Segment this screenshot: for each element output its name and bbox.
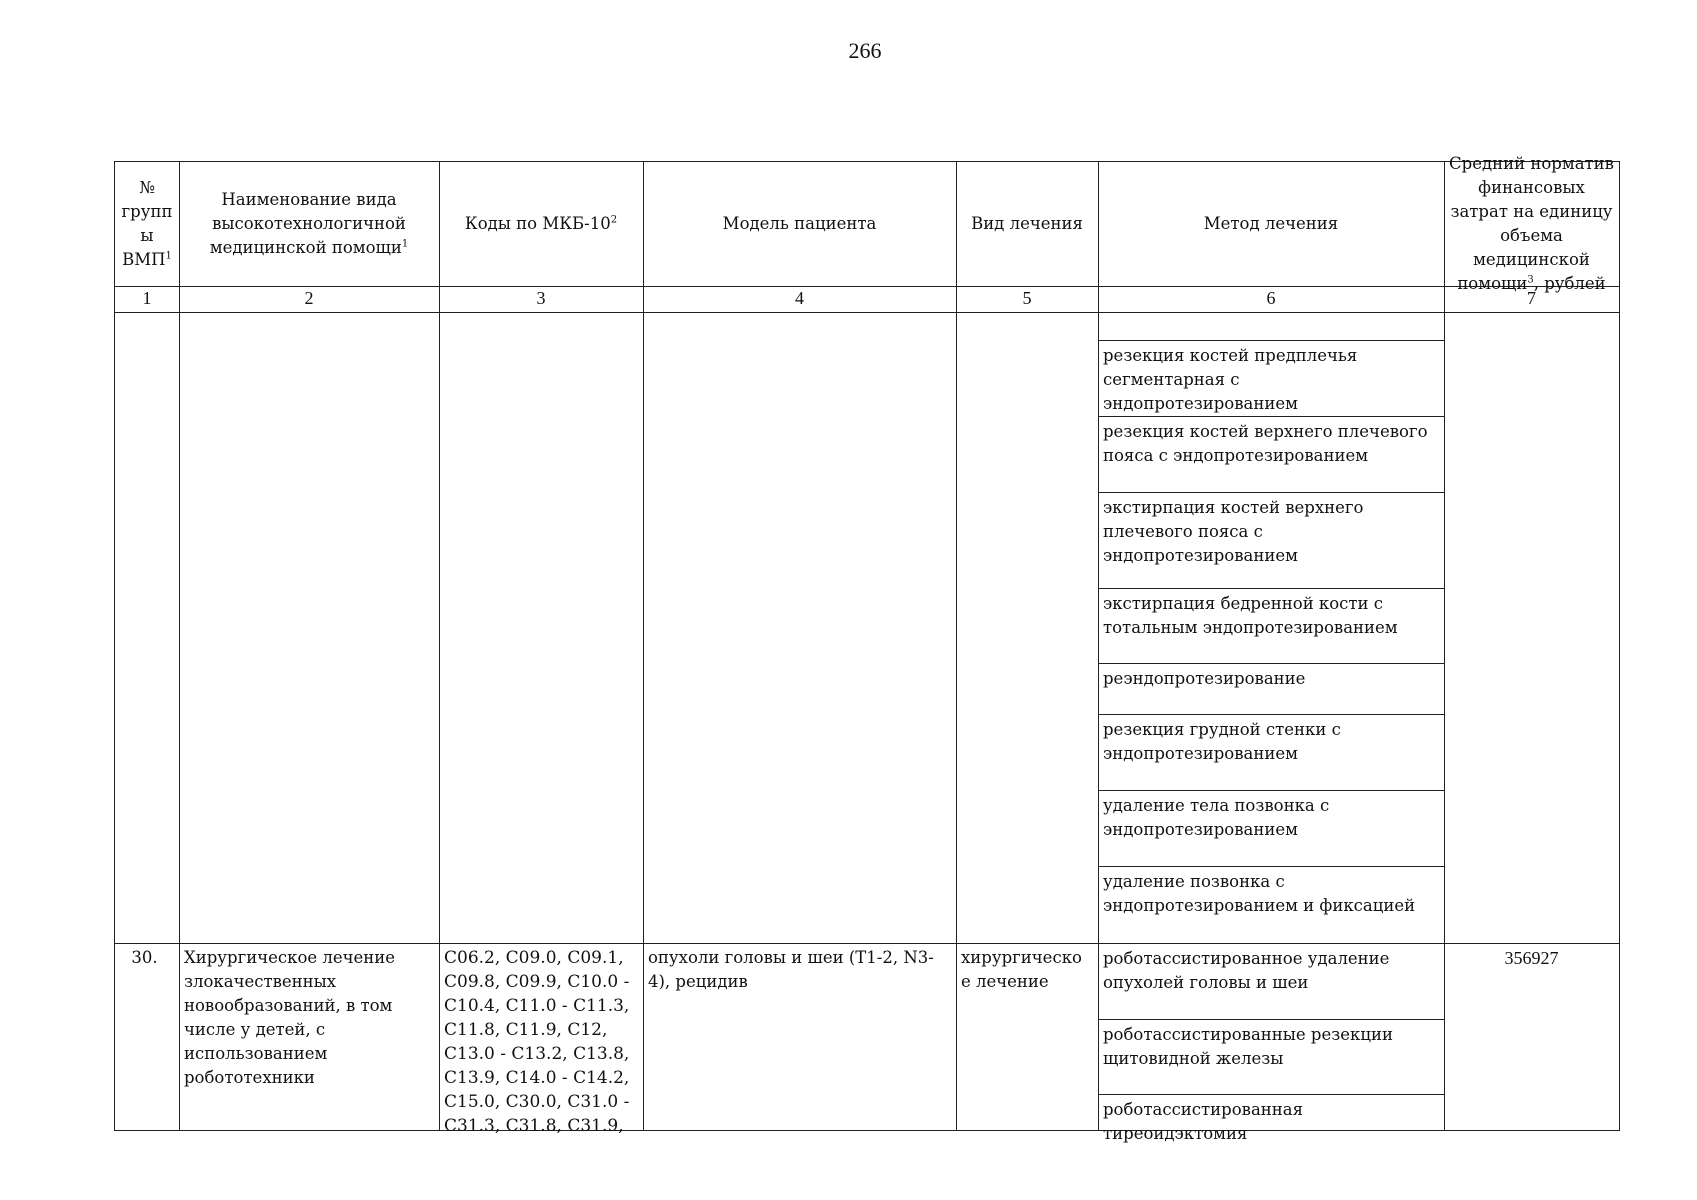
column-number-5: 5	[1022, 288, 1032, 308]
row-30-treatment-type: хирургическо е лечение	[961, 948, 1082, 991]
header-average-cost: Средний норматив финансовых затрат на единицу объема медицинской помощи$^3$, рублей	[1449, 154, 1614, 293]
column-number-4: 4	[795, 288, 804, 308]
method-item: резекция костей предплечья сегментарная с эндопротезированием	[1103, 346, 1358, 413]
header-patient-model: Модель пациента	[722, 214, 877, 233]
column-number-6: 6	[1266, 288, 1276, 308]
row-30-icd-codes: C06.2, C09.0, C09.1, C09.8, C09.9, C10.0 - C10.4, C11.0 - C11.3, C11.8, C11.9, C12, C13.0 - C13.2, C13.8, C13.9, C14.0 - C14.2, C15.0, C30.0, C31.0 - C31.3, C31.8, C31.9,	[444, 948, 630, 1136]
column-number-1: 1	[142, 288, 152, 308]
row-30-method-item: роботассистированная тиреоидэктомия	[1103, 1100, 1304, 1143]
column-number-7: 7	[1527, 288, 1536, 308]
row-30-method-item: роботассистированное удаление опухолей головы и шеи	[1103, 949, 1390, 992]
row-30-patient-model: опухоли головы и шеи (Т1-2, N3-4), рецидив	[648, 948, 934, 991]
method-item: резекция костей верхнего плечевого пояса с эндопротезированием	[1103, 422, 1428, 465]
row-30-average-cost: 356927	[1504, 948, 1559, 968]
header-group-number: № групп ы ВМП$^1$	[121, 178, 173, 269]
header-treatment-method: Метод лечения	[1203, 214, 1339, 233]
page-number: 266	[848, 38, 882, 63]
document-table	[114, 154, 1620, 1143]
row-30-care-type-name: Хирургическое лечение злокачественных новообразований, в том числе у детей, с использованием робототехники	[184, 948, 396, 1087]
method-item: экстирпация бедренной кости с тотальным эндопротезированием	[1103, 594, 1398, 637]
method-item: удаление позвонка с эндопротезированием и фиксацией	[1103, 872, 1416, 915]
header-treatment-type: Вид лечения	[971, 214, 1083, 233]
method-item: удаление тела позвонка с эндопротезированием	[1103, 796, 1330, 839]
header-care-type-name: Наименование вида высокотехнологичной медицинской помощи$^1$	[209, 190, 409, 257]
method-item: резекция грудной стенки с эндопротезированием	[1103, 720, 1341, 763]
method-item: реэндопротезирование	[1103, 669, 1306, 688]
row-30-group-number: 30.	[131, 948, 158, 967]
header-icd-codes: Коды по МКБ-$10^2$	[464, 214, 618, 233]
row-30-method-item: роботассистированные резекции щитовидной железы	[1103, 1025, 1393, 1068]
column-number-3: 3	[536, 288, 546, 308]
column-number-2: 2	[304, 288, 314, 308]
method-item: экстирпация костей верхнего плечевого пояса с эндопротезированием	[1103, 498, 1364, 565]
